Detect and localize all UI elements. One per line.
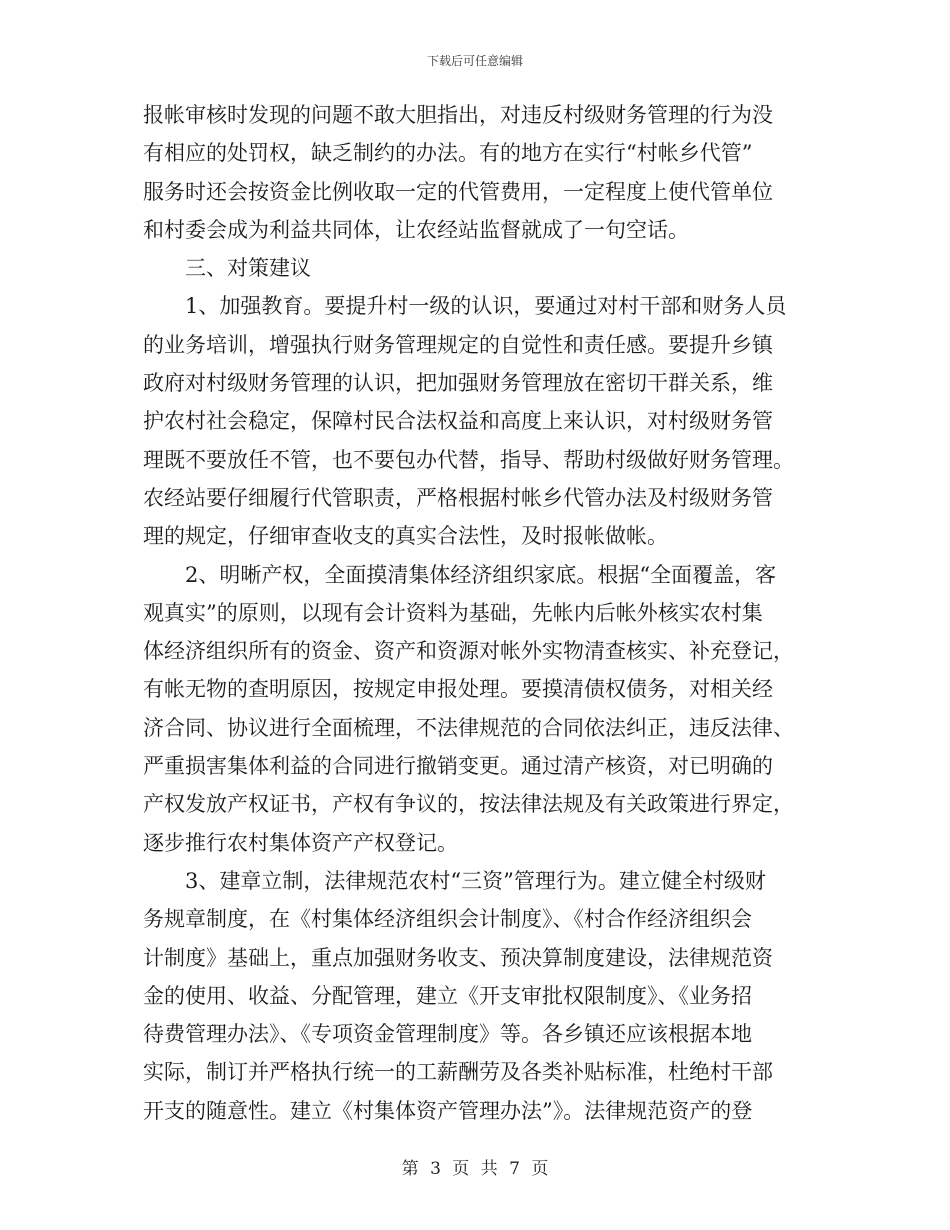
text-line: 报帐审核时发现的问题不敢大胆指出，对违反村级财务管理的行为没 — [143, 103, 773, 127]
text-line: 严重损害集体利益的合同进行撤销变更。通过清产核资，对已明确的 — [143, 754, 773, 779]
text-line: 服务时还会按资金比例收取一定的代管费用，一定程度上使代管单位 — [143, 179, 773, 204]
text-line: 逐步推行农村集体资产产权登记。 — [143, 830, 458, 855]
text-line: 计制度》基础上，重点加强财务收支、预决算制度建设，法律规范资 — [143, 945, 773, 970]
text-line: 政府对村级财务管理的认识，把加强财务管理放在密切干群关系，维 — [143, 371, 773, 396]
text-line: 三、对策建议 — [185, 256, 311, 281]
text-line: 1、加强教育。要提升村一级的认识，要通过对村干部和财务人员 — [185, 294, 787, 319]
page-footer: 第 3 页 共 7 页 — [401, 1159, 549, 1179]
text-line: 和村委会成为利益共同体，让农经站监督就成了一句空话。 — [143, 217, 689, 242]
text-line: 金的使用、收益、分配管理，建立《开支审批权限制度》、《业务招 — [143, 983, 752, 1008]
text-line: 待费管理办法》、《专项资金管理制度》等。各乡镇还应该根据本地 — [143, 1022, 752, 1047]
text-line: 产权发放产权证书，产权有争议的，按法律法规及有关政策进行界定， — [143, 792, 794, 817]
text-line: 理的规定，仔细审查收支的真实合法性，及时报帐做帐。 — [143, 524, 668, 549]
text-line: 有相应的处罚权，缺乏制约的办法。有的地方在实行“村帐乡代管” — [143, 141, 753, 166]
text-line: 观真实”的原则，以现有会计资料为基础，先帐内后帐外核实农村集 — [143, 600, 763, 625]
text-line: 理既不要放任不管，也不要包办代替，指导、帮助村级做好财务管理。 — [143, 447, 794, 472]
text-line: 有帐无物的查明原因，按规定申报处理。要摸清债权债务，对相关经 — [143, 677, 773, 702]
text-line: 3、建章立制，法律规范农村“三资”管理行为。建立健全村级财 — [185, 868, 766, 893]
text-line: 体经济组织所有的资金、资产和资源对帐外实物清查核实、补充登记， — [143, 639, 794, 664]
text-line: 2、明晰产权，全面摸清集体经济组织家底。根据“全面覆盖，客 — [185, 562, 777, 587]
text-line: 护农村社会稳定，保障村民合法权益和高度上来认识，对村级财务管 — [143, 409, 773, 434]
text-line: 农经站要仔细履行代管职责，严格根据村帐乡代管办法及村级财务管 — [143, 485, 773, 510]
text-line: 务规章制度，在《村集体经济组织会计制度》、《村合作经济组织会 — [143, 907, 752, 932]
page-header: 下载后可任意编辑 — [426, 54, 523, 68]
document-body — [143, 96, 813, 1130]
text-line: 济合同、协议进行全面梳理，不法律规范的合同依法纠正，违反法律、 — [143, 715, 794, 740]
text-line: 实际，制订并严格执行统一的工薪酬劳及各类补贴标准，杜绝村干部 — [143, 1060, 773, 1085]
text-line: 开支的随意性。建立《村集体资产管理办法”》。法律规范资产的登 — [143, 1098, 753, 1123]
text-line: 的业务培训，增强执行财务管理规定的自觉性和责任感。要提升乡镇 — [143, 332, 773, 357]
